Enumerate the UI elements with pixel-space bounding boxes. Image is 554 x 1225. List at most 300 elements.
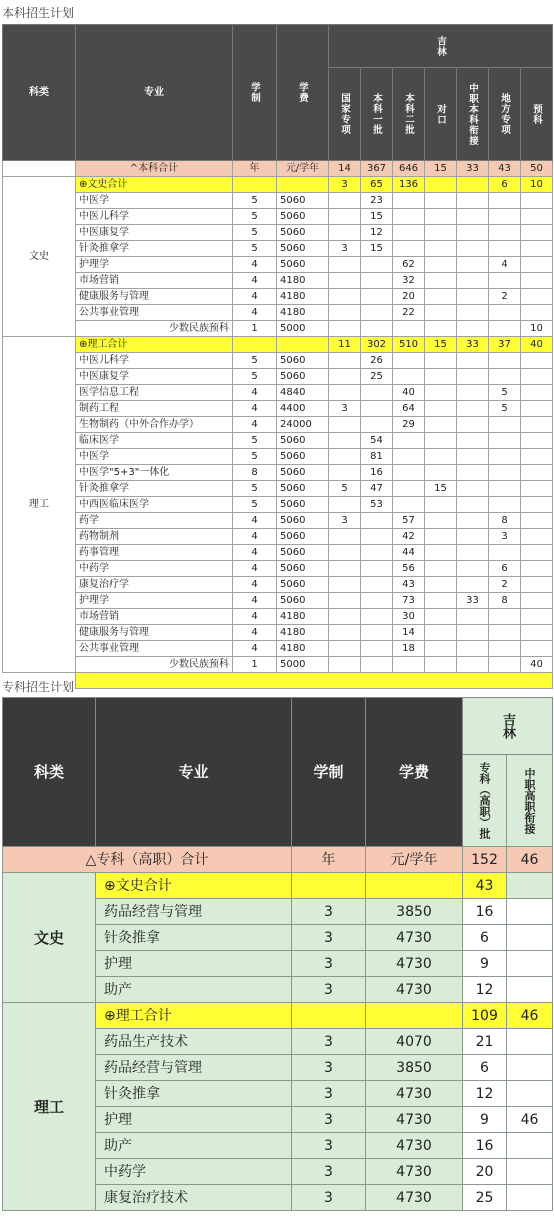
value-cell <box>393 353 425 369</box>
undergrad-footer-row <box>3 673 553 689</box>
value-cell <box>329 609 361 625</box>
years-cell: 5 <box>233 193 277 209</box>
value-cell <box>457 289 489 305</box>
total-fee: 元/学年 <box>277 161 329 177</box>
value-cell <box>457 193 489 209</box>
college-fee-cell: 4730 <box>366 977 463 1003</box>
value-cell <box>329 369 361 385</box>
college-major-cell: 药品生产技术 <box>96 1029 292 1055</box>
value-cell <box>457 369 489 385</box>
college-major-cell: 药品经营与管理 <box>96 1055 292 1081</box>
value-cell <box>329 497 361 513</box>
value-cell: 26 <box>361 353 393 369</box>
major-cell: 康复治疗学 <box>76 577 233 593</box>
college-years-cell: 3 <box>292 1107 366 1133</box>
table-row <box>3 593 553 609</box>
value-cell <box>329 465 361 481</box>
college-years-cell: 3 <box>292 1133 366 1159</box>
value-cell <box>521 353 553 369</box>
value-cell <box>521 193 553 209</box>
value-cell: 8 <box>489 593 521 609</box>
value-cell <box>489 449 521 465</box>
subtotal-value: 15 <box>425 337 457 353</box>
value-cell <box>521 593 553 609</box>
major-cell: 药物制剂 <box>76 529 233 545</box>
major-cell: 药学 <box>76 513 233 529</box>
value-cell <box>521 641 553 657</box>
years-cell: 5 <box>233 497 277 513</box>
total-years: 年 <box>233 161 277 177</box>
value-cell <box>425 193 457 209</box>
value-cell <box>329 257 361 273</box>
category-cell: 文史 <box>3 177 76 337</box>
college-v1-cell: 16 <box>463 1133 507 1159</box>
college-v1-cell: 6 <box>463 925 507 951</box>
total-value: 14 <box>329 161 361 177</box>
value-cell <box>425 353 457 369</box>
table-row <box>3 257 553 273</box>
fee-cell: 5060 <box>277 577 329 593</box>
value-cell <box>329 321 361 337</box>
value-cell <box>425 433 457 449</box>
years-cell: 4 <box>233 609 277 625</box>
value-cell <box>393 241 425 257</box>
value-cell <box>393 225 425 241</box>
col-header-label: 本科一批 <box>371 93 382 135</box>
years-cell: 4 <box>233 625 277 641</box>
value-cell <box>329 353 361 369</box>
college-major-header: 专业 <box>96 698 292 847</box>
subtotal-value: 3 <box>329 177 361 193</box>
college-v2-cell <box>507 1081 553 1107</box>
college-fee-cell: 4730 <box>366 1185 463 1211</box>
col-header-0 <box>329 68 361 161</box>
table-row <box>3 657 553 673</box>
value-cell <box>489 321 521 337</box>
fee-cell: 5060 <box>277 593 329 609</box>
value-cell: 44 <box>393 545 425 561</box>
value-cell <box>393 449 425 465</box>
value-cell: 57 <box>393 513 425 529</box>
fee-cell: 5060 <box>277 449 329 465</box>
value-cell <box>425 497 457 513</box>
college-v2-cell <box>507 1185 553 1211</box>
value-cell: 29 <box>393 417 425 433</box>
college-subtotal-row <box>3 873 553 899</box>
total-value: 15 <box>425 161 457 177</box>
value-cell: 20 <box>393 289 425 305</box>
subtotal-row <box>3 177 553 193</box>
fee-cell: 5060 <box>277 257 329 273</box>
value-cell <box>489 657 521 673</box>
col-header-3 <box>425 68 457 161</box>
value-cell <box>521 481 553 497</box>
subtotal-fee <box>277 177 329 193</box>
value-cell <box>393 321 425 337</box>
major-cell: 市场营销 <box>76 609 233 625</box>
col-header-4 <box>457 68 489 161</box>
fee-cell: 5060 <box>277 209 329 225</box>
college-fee-cell: 4730 <box>366 1107 463 1133</box>
value-cell <box>489 545 521 561</box>
subtotal-value: 302 <box>361 337 393 353</box>
value-cell <box>489 465 521 481</box>
province-header: 吉林 <box>329 25 553 68</box>
value-cell <box>393 193 425 209</box>
value-cell <box>329 657 361 673</box>
value-cell <box>521 401 553 417</box>
value-cell <box>521 433 553 449</box>
value-cell <box>521 513 553 529</box>
table-row <box>3 241 553 257</box>
value-cell <box>361 513 393 529</box>
value-cell: 40 <box>393 385 425 401</box>
college-years-cell: 3 <box>292 977 366 1003</box>
college-fee-cell: 4070 <box>366 1029 463 1055</box>
table-row <box>3 321 553 337</box>
value-cell: 18 <box>393 641 425 657</box>
college-v2-cell <box>507 925 553 951</box>
value-cell <box>393 433 425 449</box>
table-row <box>3 641 553 657</box>
college-total-label: △专科（高职）合计 <box>3 847 292 873</box>
value-cell: 15 <box>361 241 393 257</box>
value-cell <box>393 497 425 513</box>
value-cell <box>329 577 361 593</box>
years-cell: 4 <box>233 305 277 321</box>
years-cell: 4 <box>233 545 277 561</box>
value-cell: 6 <box>489 561 521 577</box>
value-cell <box>393 481 425 497</box>
years-cell: 4 <box>233 593 277 609</box>
value-cell <box>489 417 521 433</box>
table-row <box>3 513 553 529</box>
value-cell <box>361 545 393 561</box>
college-fee-cell: 4730 <box>366 1133 463 1159</box>
value-cell: 40 <box>521 657 553 673</box>
value-cell: 53 <box>361 497 393 513</box>
college-v1-cell: 9 <box>463 1107 507 1133</box>
value-cell <box>489 353 521 369</box>
value-cell: 3 <box>329 401 361 417</box>
value-cell <box>457 481 489 497</box>
subtotal-value: 510 <box>393 337 425 353</box>
value-cell <box>457 497 489 513</box>
value-cell <box>521 497 553 513</box>
value-cell: 3 <box>329 513 361 529</box>
years-cell: 5 <box>233 481 277 497</box>
college-subtotal-fee <box>366 873 463 899</box>
value-cell: 15 <box>361 209 393 225</box>
value-cell <box>329 561 361 577</box>
years-cell: 1 <box>233 657 277 673</box>
value-cell <box>457 225 489 241</box>
college-major-cell: 针灸推拿 <box>96 925 292 951</box>
college-v2-cell <box>507 951 553 977</box>
table-row <box>3 289 553 305</box>
value-cell <box>425 449 457 465</box>
years-cell: 4 <box>233 385 277 401</box>
table-row <box>3 481 553 497</box>
value-cell <box>489 273 521 289</box>
college-years-cell: 3 <box>292 1081 366 1107</box>
value-cell <box>425 225 457 241</box>
value-cell <box>329 273 361 289</box>
fee-cell: 5060 <box>277 465 329 481</box>
major-cell: 少数民族预科 <box>76 321 233 337</box>
subtotal-value: 10 <box>521 177 553 193</box>
college-subtotal-years <box>292 873 366 899</box>
college-subtotal-years <box>292 1003 366 1029</box>
value-cell <box>361 289 393 305</box>
value-cell <box>425 609 457 625</box>
major-cell: 护理学 <box>76 257 233 273</box>
value-cell: 14 <box>393 625 425 641</box>
fee-header: 学费 <box>277 25 329 161</box>
college-years-cell: 3 <box>292 1029 366 1055</box>
value-cell: 3 <box>489 529 521 545</box>
value-cell <box>457 545 489 561</box>
category-cell: 理工 <box>3 337 76 673</box>
years-cell: 4 <box>233 401 277 417</box>
total-value: 33 <box>457 161 489 177</box>
college-v1-cell: 6 <box>463 1055 507 1081</box>
value-cell <box>457 561 489 577</box>
value-cell <box>425 401 457 417</box>
college-subtotal-row <box>3 1003 553 1029</box>
fee-cell: 5060 <box>277 481 329 497</box>
value-cell: 16 <box>361 465 393 481</box>
value-cell <box>329 545 361 561</box>
fee-cell: 4180 <box>277 289 329 305</box>
college-v1-cell: 12 <box>463 977 507 1003</box>
college-major-cell: 助产 <box>96 977 292 1003</box>
value-cell <box>425 561 457 577</box>
years-cell: 4 <box>233 577 277 593</box>
value-cell <box>457 641 489 657</box>
value-cell <box>425 625 457 641</box>
college-total-v2: 46 <box>507 847 553 873</box>
table-row <box>3 465 553 481</box>
major-cell: 公共事业管理 <box>76 641 233 657</box>
value-cell: 81 <box>361 449 393 465</box>
major-cell: 健康服务与管理 <box>76 625 233 641</box>
fee-cell: 5060 <box>277 561 329 577</box>
college-subtotal-v2 <box>507 873 553 899</box>
value-cell: 2 <box>489 577 521 593</box>
years-cell: 4 <box>233 513 277 529</box>
years-cell: 5 <box>233 369 277 385</box>
years-cell: 4 <box>233 641 277 657</box>
table-row <box>3 193 553 209</box>
college-major-cell: 护理 <box>96 951 292 977</box>
years-cell: 5 <box>233 209 277 225</box>
major-cell: 中医康复学 <box>76 369 233 385</box>
college-v2-cell <box>507 1029 553 1055</box>
value-cell <box>393 369 425 385</box>
value-cell <box>457 401 489 417</box>
value-cell <box>521 417 553 433</box>
value-cell <box>425 465 457 481</box>
value-cell <box>425 657 457 673</box>
years-cell: 5 <box>233 353 277 369</box>
fee-cell: 4840 <box>277 385 329 401</box>
value-cell <box>457 241 489 257</box>
value-cell <box>425 417 457 433</box>
value-cell <box>521 561 553 577</box>
value-cell <box>457 529 489 545</box>
years-cell: 4 <box>233 289 277 305</box>
college-major-cell: 药品经营与管理 <box>96 899 292 925</box>
col-header-label: 地方专项 <box>499 93 510 135</box>
value-cell: 56 <box>393 561 425 577</box>
total-value: 43 <box>489 161 521 177</box>
value-cell <box>521 577 553 593</box>
col-header-5 <box>489 68 521 161</box>
value-cell <box>457 465 489 481</box>
college-v2-cell <box>507 1133 553 1159</box>
value-cell <box>521 529 553 545</box>
header-row-1 <box>3 25 553 68</box>
value-cell <box>457 513 489 529</box>
college-batch-header: 专科（高职）批 <box>463 755 507 847</box>
value-cell <box>521 625 553 641</box>
major-cell: 护理学 <box>76 593 233 609</box>
value-cell: 5 <box>489 385 521 401</box>
total-value: 50 <box>521 161 553 177</box>
col-header-2 <box>393 68 425 161</box>
footer-bar <box>76 673 553 689</box>
college-v2-cell <box>507 1055 553 1081</box>
major-cell: 少数民族预科 <box>76 657 233 673</box>
major-cell: 制药工程 <box>76 401 233 417</box>
value-cell <box>329 385 361 401</box>
value-cell <box>425 545 457 561</box>
value-cell <box>489 209 521 225</box>
table-row <box>3 273 553 289</box>
major-cell: 药事管理 <box>76 545 233 561</box>
value-cell <box>489 305 521 321</box>
value-cell: 33 <box>457 593 489 609</box>
value-cell <box>361 641 393 657</box>
table-row <box>3 545 553 561</box>
college-total-v1: 152 <box>463 847 507 873</box>
subtotal-years <box>233 177 277 193</box>
value-cell: 5 <box>489 401 521 417</box>
fee-cell: 5000 <box>277 321 329 337</box>
value-cell <box>361 401 393 417</box>
college-v1-cell: 25 <box>463 1185 507 1211</box>
value-cell <box>457 609 489 625</box>
table-row <box>3 305 553 321</box>
value-cell <box>521 209 553 225</box>
college-section-title: 专科招生计划 <box>2 680 75 694</box>
subtotal-value: 11 <box>329 337 361 353</box>
college-v2-cell <box>507 899 553 925</box>
table-row <box>3 529 553 545</box>
value-cell <box>393 465 425 481</box>
college-v2-cell: 46 <box>507 1107 553 1133</box>
fee-cell: 4400 <box>277 401 329 417</box>
value-cell <box>361 305 393 321</box>
value-cell <box>425 257 457 273</box>
subtotal-value: 40 <box>521 337 553 353</box>
value-cell <box>489 433 521 449</box>
col-header-1 <box>361 68 393 161</box>
value-cell <box>425 529 457 545</box>
total-value: 646 <box>393 161 425 177</box>
fee-cell: 5060 <box>277 513 329 529</box>
college-subtotal-v1: 43 <box>463 873 507 899</box>
fee-cell: 4180 <box>277 273 329 289</box>
college-years-cell: 3 <box>292 1159 366 1185</box>
value-cell <box>457 417 489 433</box>
value-cell <box>489 225 521 241</box>
major-cell: 针灸推拿学 <box>76 241 233 257</box>
value-cell <box>457 577 489 593</box>
value-cell <box>425 273 457 289</box>
value-cell <box>457 625 489 641</box>
fee-cell: 4180 <box>277 625 329 641</box>
value-cell <box>521 385 553 401</box>
col-header-label: 国家专项 <box>339 93 350 135</box>
college-v2-cell <box>507 977 553 1003</box>
years-cell: 5 <box>233 449 277 465</box>
value-cell <box>425 289 457 305</box>
fee-cell: 4180 <box>277 609 329 625</box>
years-cell: 5 <box>233 433 277 449</box>
table-row <box>3 497 553 513</box>
value-cell <box>521 289 553 305</box>
table-row <box>3 401 553 417</box>
value-cell <box>329 289 361 305</box>
value-cell <box>521 449 553 465</box>
table-row <box>3 225 553 241</box>
value-cell <box>521 257 553 273</box>
total-value: 367 <box>361 161 393 177</box>
value-cell <box>361 657 393 673</box>
total-label: ^本科合计 <box>76 161 233 177</box>
college-fee-cell: 3850 <box>366 899 463 925</box>
college-major-cell: 中药学 <box>96 1159 292 1185</box>
value-cell <box>521 369 553 385</box>
college-fee-cell: 4730 <box>366 1159 463 1185</box>
value-cell <box>361 417 393 433</box>
value-cell <box>329 305 361 321</box>
college-plan-table <box>2 697 553 1211</box>
value-cell: 32 <box>393 273 425 289</box>
table-row <box>3 433 553 449</box>
years-cell: 4 <box>233 529 277 545</box>
major-cell: 健康服务与管理 <box>76 289 233 305</box>
major-cell: 公共事业管理 <box>76 305 233 321</box>
years-cell: 5 <box>233 241 277 257</box>
value-cell <box>425 577 457 593</box>
col-header-label: 预科 <box>531 103 543 125</box>
value-cell <box>329 433 361 449</box>
value-cell: 54 <box>361 433 393 449</box>
value-cell <box>489 609 521 625</box>
value-cell <box>489 193 521 209</box>
college-subtotal-v2: 46 <box>507 1003 553 1029</box>
value-cell <box>457 257 489 273</box>
value-cell <box>457 209 489 225</box>
college-v2-cell <box>507 1159 553 1185</box>
college-total-years: 年 <box>292 847 366 873</box>
value-cell <box>361 273 393 289</box>
value-cell <box>425 593 457 609</box>
fee-cell: 5060 <box>277 545 329 561</box>
